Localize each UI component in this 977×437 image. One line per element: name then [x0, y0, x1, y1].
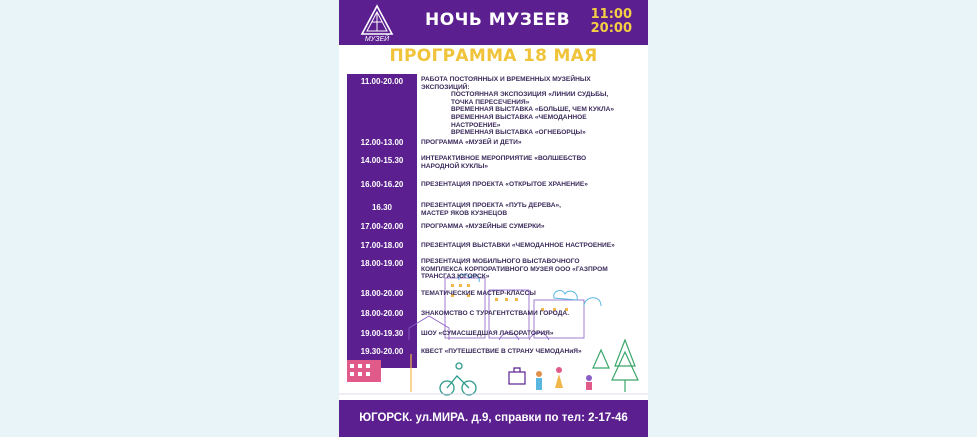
description-line: МАСТЕР ЯКОВ КУЗНЕЦОВ [421, 209, 508, 217]
schedule-description [421, 242, 645, 250]
logo-text: МУЗЕЙ [364, 36, 390, 42]
poster-header [339, 0, 648, 45]
schedule-description [421, 202, 645, 217]
schedule-description [421, 290, 645, 298]
schedule-description [421, 181, 645, 189]
exhibition-line: ВРЕМЕННАЯ ВЫСТАВКА «ОГНЕБОРЦЫ» [451, 129, 586, 137]
schedule-time: 12.00-13.00 [360, 138, 404, 147]
description-line: КВЕСТ «ПУТЕШЕСТВИЕ В СТРАНУ ЧЕМОДАНиЯ» [421, 348, 582, 355]
schedule-time: 11.00-20.00 [360, 77, 404, 86]
schedule-time: 18.00-19.00 [360, 259, 404, 268]
description-line: РАБОТА ПОСТОЯННЫХ И ВРЕМЕННЫХ МУЗЕЙНЫХ [421, 76, 591, 83]
schedule-description [421, 330, 645, 338]
schedule-description [421, 139, 645, 147]
schedule-description [421, 155, 645, 170]
description-line: ТЕМАТИЧЕСКИЕ МАСТЕР-КЛАССЫ [421, 290, 536, 297]
schedule-time: 18.00-20.00 [360, 309, 404, 318]
schedule-description [421, 310, 645, 318]
address-and-phone: ЮГОРСК. ул.МИРА. д.9, справки по тел: 2-17-46 [359, 412, 628, 424]
description-line: НАРОДНОЙ КУКЛЫ» [421, 162, 489, 170]
exhibition-line: НАСТРОЕНИЕ» [451, 121, 501, 129]
exhibition-line: ТОЧКА ПЕРЕСЕЧЕНИЯ» [451, 98, 530, 106]
description-line: ПРЕЗЕНТАЦИЯ ПРОЕКТА «ОТКРЫТОЕ ХРАНЕНИЕ» [421, 181, 588, 188]
description-line: ЗНАКОМСТВО С ТУРАГЕНТСТВАМИ ГОРОДА. [421, 310, 570, 317]
museum-logo-icon [359, 4, 395, 42]
start-time: 11:00 [590, 7, 632, 22]
description-line: ТРАНСГАЗ ЮГОРСК» [421, 273, 490, 281]
schedule-description [421, 348, 645, 356]
exhibition-line: ПОСТОЯННАЯ ЭКСПОЗИЦИЯ «ЛИНИИ СУДЬБЫ, [451, 91, 609, 99]
description-line: ИНТЕРАКТИВНОЕ МЕРОПРИЯТИЕ «ВОЛШЕБСТВО [421, 155, 587, 162]
schedule-time: 17.00-20.00 [360, 222, 404, 231]
exhibition-line: ВРЕМЕННАЯ ВЫСТАВКА «ЧЕМОДАННОЕ [451, 113, 587, 121]
exhibition-line: ВРЕМЕННАЯ ВЫСТАВКА «БОЛЬШЕ, ЧЕМ КУКЛА» [451, 106, 615, 114]
schedule-time: 14.00-15.30 [360, 156, 404, 165]
schedule-time: 18.00-20.00 [360, 289, 404, 298]
description-line: ПРЕЗЕНТАЦИЯ МОБИЛЬНОГО ВЫСТАВОЧНОГО [421, 258, 580, 265]
program-heading: ПРОГРАММА 18 МАЯ [389, 46, 598, 66]
description-line: ПРОГРАММА «МУЗЕЙНЫЕ СУМЕРКИ» [421, 223, 545, 230]
poster-title: НОЧЬ МУЗЕЕВ [425, 10, 571, 30]
schedule-time: 19.00-19.30 [360, 329, 404, 338]
description-line: КОМПЛЕКСА КОРПОРАТИВНОГО МУЗЕЯ ООО «ГАЗПРОМ [421, 265, 608, 273]
schedule-description [421, 76, 645, 137]
description-line: ЭКСПОЗИЦИЙ: [421, 83, 470, 91]
event-hours [591, 8, 632, 36]
poster-footer [339, 400, 648, 437]
description-line: ПРОГРАММА «МУЗЕЙ И ДЕТИ» [421, 139, 522, 146]
schedule-time: 17.00-18.00 [360, 241, 404, 250]
event-poster [339, 0, 648, 437]
end-time: 20:00 [590, 21, 632, 36]
schedule-time: 16.30 [371, 203, 393, 212]
schedule-description [421, 223, 645, 231]
description-line: ШОУ «СУМАСШЕДШАЯ ЛАБОРАТОРИЯ» [421, 330, 554, 337]
schedule-description [421, 258, 645, 281]
description-line: ПРЕЗЕНТАЦИЯ ПРОЕКТА «ПУТЬ ДЕРЕВА», [421, 202, 561, 209]
description-line: ПРЕЗЕНТАЦИЯ ВЫСТАВКИ «ЧЕМОДАННОЕ НАСТРОЕНИЕ» [421, 242, 615, 249]
schedule-time: 19.30-20.00 [360, 347, 404, 356]
schedule-time: 16.00-16.20 [360, 180, 404, 189]
